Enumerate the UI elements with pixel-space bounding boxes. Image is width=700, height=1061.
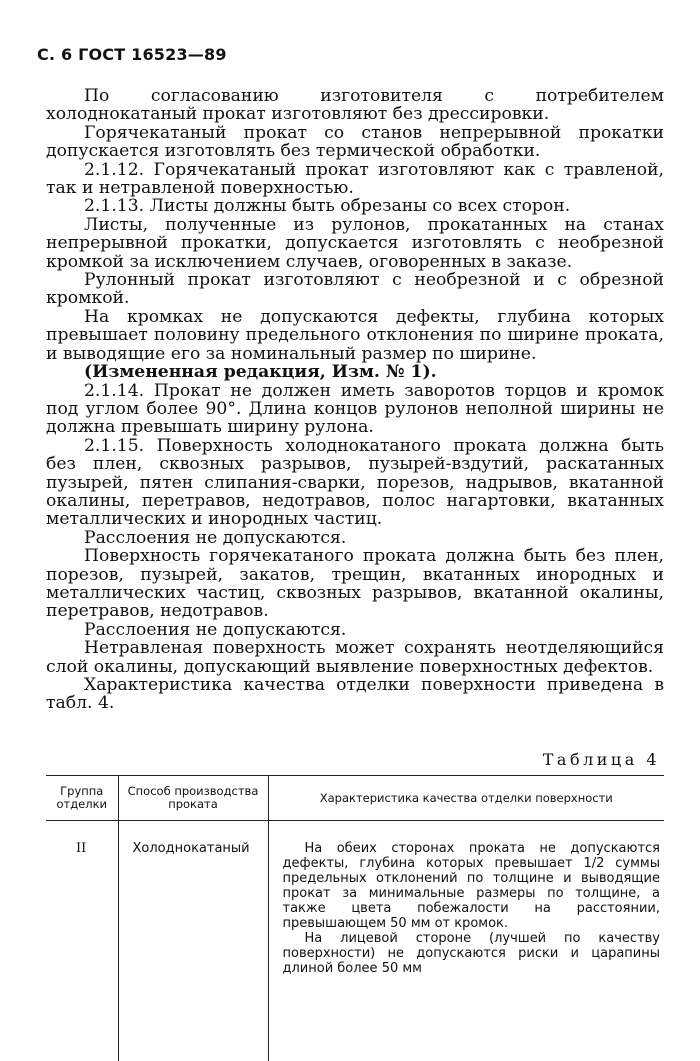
table-header-row [46, 776, 664, 821]
cell-characteristics [268, 821, 664, 1061]
amendment-note: (Измененная редакция, Изм. № 1). [84, 362, 437, 383]
surface-finish-table [46, 775, 664, 1061]
body-text [46, 87, 664, 713]
characteristic-text: На обеих сторонах проката не допускаются дефекты, глубина которых превышает 1/2 суммы предельных отклонений по толщине и выводящие прокат за минимальные размеры по толщине, а также цвета побежалости на расстоянии, превышающем 50 мм от кромок. [282, 841, 660, 931]
table-caption: Таблица 4 [542, 750, 660, 769]
paragraph: Расслоения не допускаются. [84, 527, 347, 548]
paragraph: 2.1.14. Прокат не должен иметь заворотов торцов и кромок под углом более 90°. Длина концов рулонов неполной ширины не должна превышать ширину рулона. [46, 380, 664, 438]
paragraph: 2.1.15. Поверхность холоднокатаного проката должна быть без плен, сквозных разрывов, пузырей-вздутий, раскатанных пузырей, пятен слипания-сварки, порезов, надрывов, вкатанной окалины, перетравов, недотравов, полос нагартовки, вкатанных металлических и инородных частиц. [46, 435, 664, 530]
table-row [46, 821, 664, 1061]
paragraph: По согласованию изготовителя с потребителем холоднокатаный прокат изготовляют без дрессировки. [46, 86, 664, 125]
paragraph: Нетравленая поверхность может сохранять неотделяющийся слой окалины, допускающий выявление поверхностных дефектов. [46, 638, 664, 677]
cell-group: II [46, 821, 118, 1061]
characteristic-text: На лицевой стороне (лучшей по качеству поверхности) не допускаются риски и царапины длиной более 50 мм [282, 931, 660, 976]
paragraph: На кромках не допускаются дефекты, глубина которых превышает половину предельного отклонения по ширине проката, и выводящие его за номинальный размер по ширине. [46, 306, 664, 364]
paragraph: 2.1.12. Горячекатаный прокат изготовляют как с травленой, так и нетравленой поверхностью. [46, 159, 664, 199]
paragraph: Листы, полученные из рулонов, прокатанных на станах непрерывной прокатки, допускается изготовлять с необрезной кромкой за исключением случаев, оговоренных в заказе. [46, 214, 664, 272]
paragraph: Поверхность горячекатаного проката должна быть без плен, порезов, пузырей, закатов, трещин, вкатанных инородных и металлических частиц, сквозных разрывов, вкатанной окалины, перетравов, недотравов. [46, 546, 664, 622]
header-group: Группа отделки [46, 776, 118, 821]
header-method: Способ производства проката [118, 776, 268, 821]
paragraph: Рулонный прокат изготовляют с необрезной и с обрезной кромкой. [46, 270, 664, 309]
paragraph: 2.1.13. Листы должны быть обрезаны со всех сторон. [84, 196, 571, 217]
paragraph: Расслоения не допускаются. [84, 619, 347, 640]
header-characteristics: Характеристика качества отделки поверхности [268, 776, 664, 821]
paragraph: Характеристика качества отделки поверхности приведена в табл. 4. [46, 675, 664, 714]
cell-method: Холоднокатаный [118, 821, 268, 1061]
page-header: С. 6 ГОСТ 16523—89 [37, 45, 227, 64]
paragraph: Горячекатаный прокат со станов непрерывной прокатки допускается изготовлять без термической обработки. [46, 122, 664, 162]
